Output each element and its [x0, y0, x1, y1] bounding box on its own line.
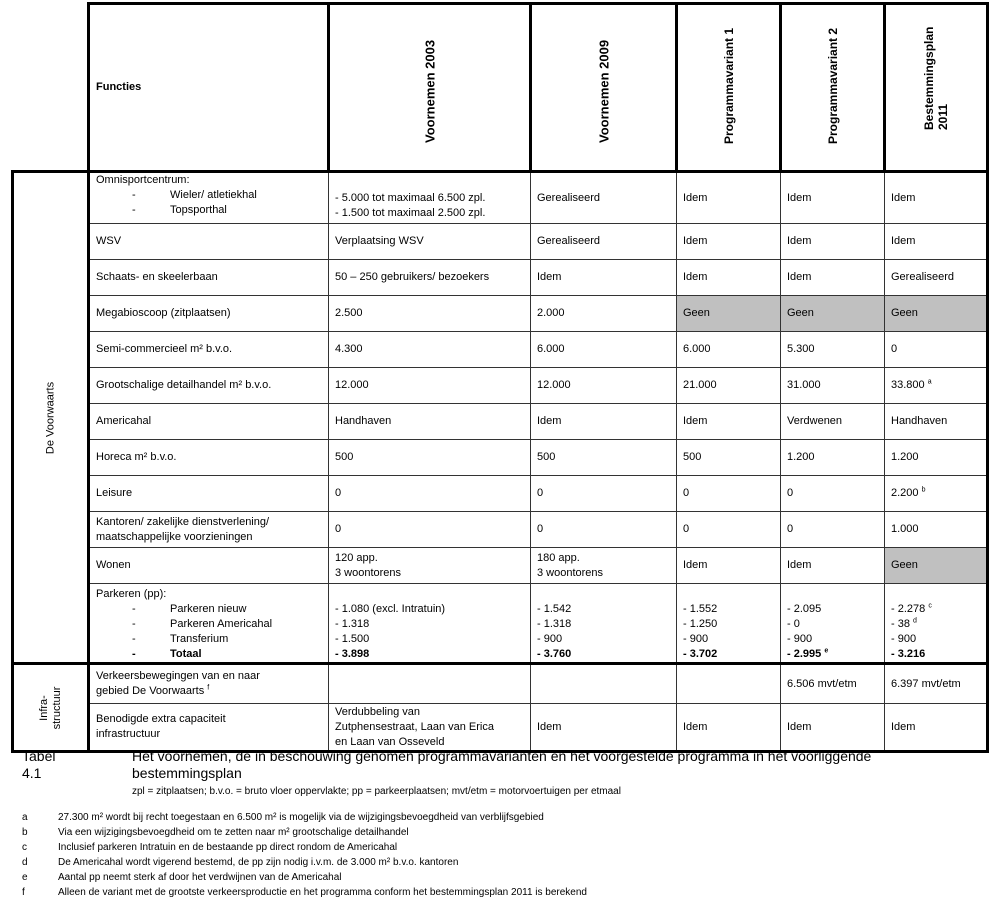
table-row: De Voorwaarts Omnisportcentrum: - Wieler/ atletiekhal - Topsporthal - 5.000 tot maximaal 6.500 zpl. - 1.500 tot maximaal 2.500 zpl. Gerealiseerd Idem Idem Idem — [13, 172, 988, 224]
table-row: Parkeren (pp): - Parkeren nieuw - Parkeren Americahal - Transferium - Totaal - 1.080 (excl. Intratuin) - 1.318 - 1.500 - 3.898 - 1.542 - 1.318 - 900 - 3.760 - 1.552 - 1.250 - 900 - 3.702 - 2.095 - 0 - 900 - 2.995 $^e$ - 2.278 $^c$ - 38 $^d$ - 900 - 3.216 — [13, 584, 988, 664]
header-programmavariant-1: Programmavariant 1 — [721, 27, 736, 144]
header-bestemmingsplan-2011: Bestemmingsplan 2011 — [922, 26, 950, 130]
table-row: Benodigde extra capaciteit infrastructuur Verdubbeling van Zutphensestraat, Laan van Erica en Laan van Osseveld Idem Idem Idem Idem — [13, 704, 988, 752]
caption-text: Het voornemen, de in beschouwing genomen programmavarianten en het voorgestelde programma in het voorliggende bestemmingsplan — [132, 748, 872, 781]
table-row: Infra- structuur Verkeersbewegingen van en naar gebied De Voorwaarts $^f$ 6.506 mvt/etm 6.397 mvt/etm — [13, 664, 988, 704]
group-infrastructuur: Infra- structuur — [13, 664, 89, 752]
table-row: WSV Verplaatsing WSV Gerealiseerd Idem Idem Idem — [13, 224, 988, 260]
table-row: Megabioscoop (zitplaatsen) 2.500 2.000 Geen Geen Geen — [13, 296, 988, 332]
table-row: Semi-commercieel m² b.v.o. 4.300 6.000 6.000 5.300 0 — [13, 332, 988, 368]
table-row: Wonen 120 app. 3 woontorens 180 app. 3 woontorens Idem Idem Geen — [13, 548, 988, 584]
abbreviation-legend: zpl = zitplaatsen; b.v.o. = bruto vloer oppervlakte; pp = parkeerplaatsen; mvt/etm = motorvoertuigen per etmaal — [132, 786, 621, 797]
header-row — [13, 4, 988, 172]
header-voornemen-2009: Voornemen 2009 — [596, 39, 611, 143]
header-programmavariant-2: Programmavariant 2 — [825, 27, 840, 144]
programme-table — [11, 2, 989, 753]
table-row: Kantoren/ zakelijke dienstverlening/ maatschappelijke voorzieningen 0 0 0 0 1.000 — [13, 512, 988, 548]
header-voornemen-2003: Voornemen 2003 — [422, 39, 437, 143]
table-row: Grootschalige detailhandel m² b.v.o. 12.000 12.000 21.000 31.000 33.800 $^a$ — [13, 368, 988, 404]
table-row: Schaats- en skeelerbaan 50 – 250 gebruikers/ bezoekers Idem Idem Idem Gerealiseerd — [13, 260, 988, 296]
table-row: Leisure 0 0 0 0 2.200 $^b$ — [13, 476, 988, 512]
group-de-voorwaarts: De Voorwaarts — [13, 172, 89, 664]
document-page: Functies Voornemen 2003 Voornemen 2009 Programmavariant 1 Programmavariant 2 Bestemmingsplan 2011 De Voorwaarts Omnisportcentrum: - Wieler/ atletiekhal - Topsporthal - 5.000 tot maximaal 6.500 zpl. - 1.500 tot maximaal 2.500 zpl. Gerealiseerd Idem Idem Idem WSV Verplaatsing WSV Gerealiseerd Idem Idem Idem Schaats- en skeelerbaan 50 – 250 gebruikers/ bezoekers Idem Idem Idem Gerealiseerd Megabioscoop (zitplaatsen) 2.500 2.000 Geen Geen Geen Semi-commercieel m² b.v.o. 4.300 6.000 6.000 5.300 0 Grootschalige detailhandel m² b.v.o. 12.000 12.000 21.000 31.000 33.800 $^a$ Americahal Handhaven Idem Idem Verdwenen Handhaven Horeca m² b.v.o. 500 500 500 1.200 1.200 Leisure 0 0 0 0 2.200 $^b$ Kantoren/ zakelijke dienstverlening/ maatschappelijke voorzieningen 0 0 0 0 1.000 Wonen 120 app. 3 woontorens 180 app. 3 woontorens Idem Idem Geen Parkeren (pp): - Parkeren nieuw - Parkeren Americahal - Transferium - Totaal - 1.080 (excl. Intratuin) - 1.318 - 1.500 - 3.898 - 1.542 - 1.318 - 900 - 3.760 - 1.552 - 1.250 - 900 - 3.702 - 2.095 - 0 - 900 - 2.995 $^e$ - 2.278 $^c$ - 38 $^d$ - 900 - 3.216 Infra- structuur Verkeersbewegingen van en naar gebied De Voorwaarts $^f$ 6.506 mvt/etm 6.397 mvt/etm Benodigde extra capaciteit infrastructuur Verdubbeling van Zutphensestraat, Laan van Erica en Laan van Osseveld Idem Idem Idem Idem Tabel 4.1 Het voornemen, de in beschouwing genomen programmavarianten en het voorgestelde programma in het voorliggende bestemmingsplan zpl = zitplaatsen; b.v.o. = bruto vloer oppervlakte; pp = parkeerplaatsen; mvt/etm = motorvoertuigen per etmaal a 27.300 m² wordt bij recht toegestaan en 6.500 m² is mogelijk via de wijzigingsbevoegdheid van verblijfsgebied b Via een wijzigingsbevoegdheid om te zetten naar m² grootschalige detailhandel c Inclusief parkeren Intratuin en de bestaande pp direct rondom de Americahal d De Americahal wordt vigerend bestemd, de pp zijn nodig i.v.m. de 3.000 m² b.v.o. kantoren e Aantal pp neemt sterk af door het verdwijnen van de Americahal f Alleen de variant met de grootste verkeersproductie en het programma conform het bestemmingsplan 2011 is berekend — [0, 0, 989, 906]
table-row: Americahal Handhaven Idem Idem Verdwenen Handhaven — [13, 404, 988, 440]
caption-number: Tabel 4.1 — [22, 748, 56, 781]
header-functies: Functies — [89, 4, 329, 172]
table-row: Horeca m² b.v.o. 500 500 500 1.200 1.200 — [13, 440, 988, 476]
